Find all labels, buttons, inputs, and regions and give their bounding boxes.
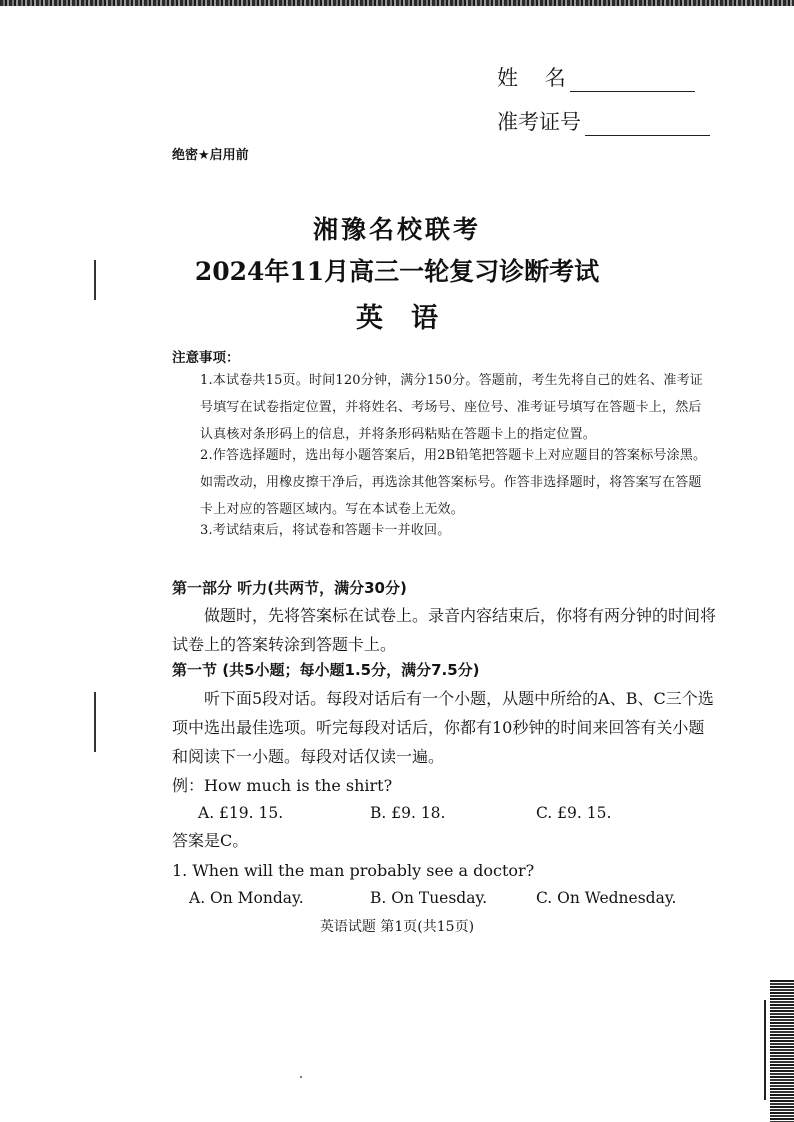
subject-title: 英语	[356, 303, 466, 334]
exam-name-title: 2024年11月高三一轮复习诊断考试	[194, 257, 600, 286]
example-answer: 答案是C。	[172, 831, 249, 850]
exam-id-field	[497, 106, 710, 136]
notice-item: 2.作答选择题时，选出每小题答案后，用2B铅笔把答题卡上对应题目的答案标号涂黑。如需改动，用橡皮擦干净后，再选涂其他答案标号。作答非选择题时，将答案写在答题卡上对应的答题区域内。写在本试卷上无效。	[200, 448, 707, 517]
part1-heading: 第一部分 听力(共两节，满分30分)	[172, 579, 407, 597]
option-b: B. On Tuesday.	[370, 889, 488, 907]
example-question: 例：How much is the shirt?	[172, 776, 393, 795]
option-c: C. £9. 15.	[536, 804, 612, 822]
option-c: C. On Wednesday.	[536, 889, 677, 907]
option-a: A. On Monday.	[189, 889, 304, 907]
notice-item: 1.本试卷共15页。时间120分钟，满分150分。答题前，考生先将自己的姓名、准考证号填写在试卷指定位置，并将姓名、考场号、座位号、准考证号填写在答题卡上，然后认真核对条形码上的信息，并将条形码粘贴在答题卡上的指定位置。	[200, 373, 703, 442]
section1-instruction: 听下面5段对话。每段对话后有一个小题，从题中所给的A、B、C三个选项中选出最佳选项。听完每段对话后，你都有10秒钟的时间来回答有关小题和阅读下一小题。每段对话仅读一遍。	[172, 689, 714, 766]
name-blank-line	[570, 69, 695, 92]
exam-organizer-title: 湘豫名校联考	[312, 215, 481, 244]
option-b: B. £9. 18.	[370, 804, 446, 822]
scan-speck	[300, 1076, 302, 1078]
scan-top-border	[0, 0, 794, 6]
secret-tag: 绝密★启用前	[172, 148, 249, 163]
notice-heading: 注意事项：	[172, 350, 240, 366]
exam-id-label: 准考证号	[497, 110, 581, 134]
binding-mark	[94, 692, 96, 752]
exam-id-blank-line	[585, 113, 710, 136]
section1-heading: 第一节 (共5小题；每小题1.5分，满分7.5分)	[172, 661, 480, 679]
page-footer: 英语试题 第1页(共15页)	[319, 919, 475, 935]
option-a: A. £19. 15.	[198, 804, 284, 822]
scan-right-edge	[770, 980, 794, 1122]
part1-instruction: 做题时，先将答案标在试卷上。录音内容结束后，你将有两分钟的时间将试卷上的答案转涂到答题卡上。	[172, 606, 717, 654]
name-label: 姓 名	[497, 66, 566, 90]
name-field	[497, 62, 695, 92]
question-1: 1. When will the man probably see a doctor?	[172, 861, 535, 880]
notice-item: 3.考试结束后，将试卷和答题卡一并收回。	[200, 523, 451, 538]
